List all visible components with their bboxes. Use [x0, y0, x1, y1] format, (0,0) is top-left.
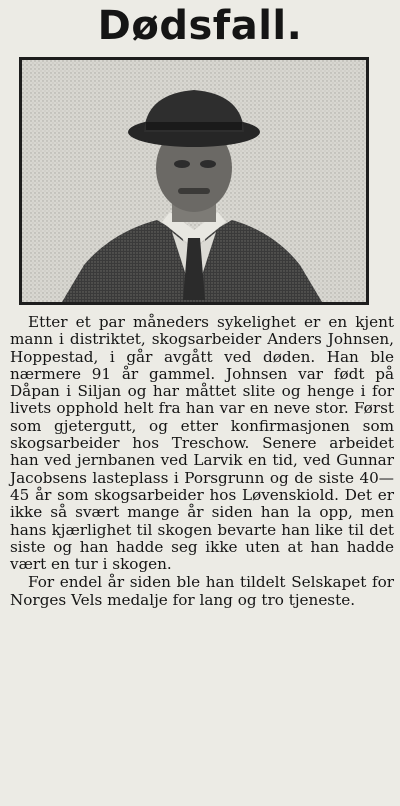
headline: Dødsfall. [97, 3, 303, 49]
portrait-photo-icon [22, 60, 366, 302]
obituary-article [10, 314, 394, 609]
article-paragraph-2: For endel år siden ble han tildelt Selskapet for Norges Vels medalje for lang og tro tjeneste. [10, 573, 394, 609]
portrait-photo [19, 57, 369, 305]
article-paragraph-1: Etter et par måneders sykelighet er en kjent mann i distriktet, skogsarbeider Anders Johnsen, Hoppestad, i går avgått ved døden. Han ble nærmere 91 år gammel. Johnsen var født på Dåpan i Siljan og har måttet slite og henge i for livets opphold helt fra han var en neve stor. Først som gjetergutt, og etter konfirmasjonen som skogsarbeider hos Treschow. Senere arbeidet han ved jernbanen ved Larvik en tid, ved Gunnar Jacobsens lasteplass i Porsgrunn og de siste 40—45 år som skogsarbeider hos Løvenskiold. Det er ikke så svært mange år siden han la opp, men hans kjærlighet til skogen bevarte han like til det siste og han hadde seg ikke uten at han hadde vært en tur i skogen. [10, 313, 394, 574]
